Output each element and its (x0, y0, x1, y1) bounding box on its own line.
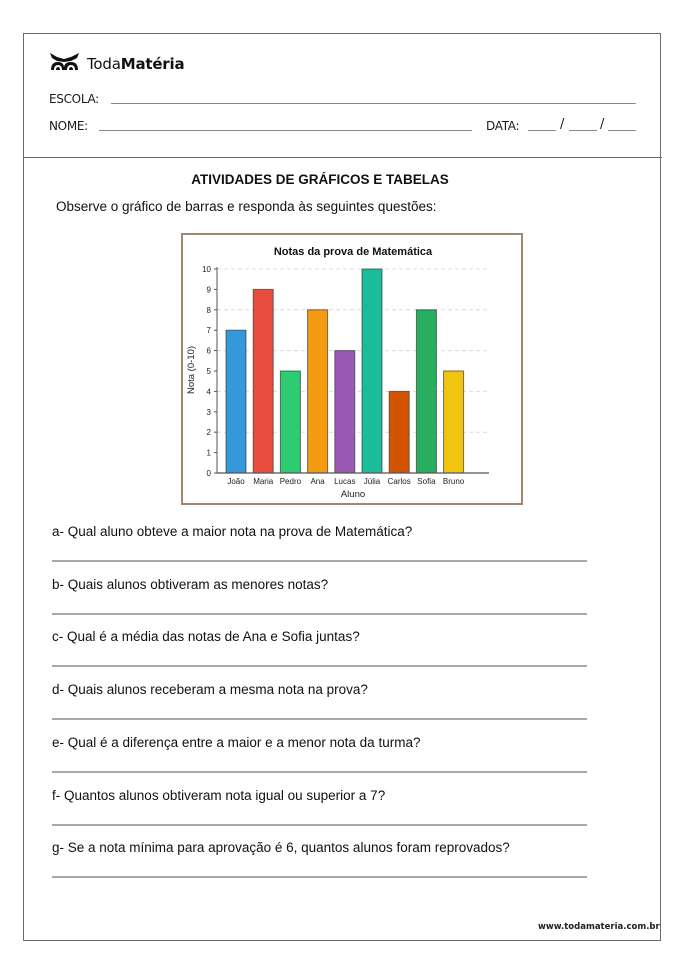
y-tick-label: 2 (206, 428, 211, 438)
bar-julia (362, 269, 382, 473)
question-text: e- Qual é a diferença entre a maior e a menor nota da turma? (52, 734, 421, 750)
answer-line[interactable] (52, 876, 587, 878)
bar-chart-frame (181, 233, 523, 505)
brand-name-bold: Matéria (120, 55, 185, 73)
answer-line[interactable] (52, 665, 587, 667)
bar-pedro (280, 371, 300, 473)
chart-title: Notas da prova de Matemática (273, 246, 433, 258)
question-text: d- Quais alunos receberam a mesma nota na prova? (52, 682, 368, 698)
y-tick-label: 10 (202, 265, 211, 274)
x-tick-label: Lucas (334, 477, 356, 486)
brand-logo (49, 52, 184, 76)
bar-ana (308, 310, 328, 473)
date-year-field[interactable] (608, 130, 636, 131)
bar-bruno (444, 371, 464, 473)
x-tick-label: Sofia (417, 477, 436, 486)
x-tick-label: Júlia (363, 477, 381, 486)
y-tick-label: 8 (206, 305, 211, 315)
worksheet-title-row (0, 172, 685, 187)
x-tick-label: João (227, 477, 245, 486)
brand-name (87, 55, 184, 73)
answer-line[interactable] (52, 613, 587, 615)
bar-sofia (416, 310, 436, 473)
date-separator: / (560, 117, 565, 132)
school-field[interactable] (111, 103, 636, 104)
y-tick-label: 0 (206, 469, 211, 478)
name-label: NOME: (49, 119, 88, 133)
y-tick-label: 4 (206, 387, 211, 397)
owl-icon (49, 52, 80, 76)
bar-maria (253, 289, 273, 473)
answer-line[interactable] (52, 824, 587, 826)
worksheet-title: ATIVIDADES DE GRÁFICOS E TABELAS (191, 172, 449, 187)
y-tick-label: 7 (206, 326, 211, 336)
bar-joao (226, 330, 246, 473)
date-day-field[interactable] (528, 130, 556, 131)
answer-line[interactable] (52, 718, 587, 720)
name-field[interactable] (99, 130, 472, 131)
x-tick-label: Pedro (279, 477, 302, 486)
answer-line[interactable] (52, 771, 587, 773)
question-text: c- Qual é a média das notas de Ana e Sofia juntas? (52, 629, 360, 645)
worksheet-intro: Observe o gráfico de barras e responda às seguintes questões: (56, 199, 437, 214)
bar-carlos (389, 391, 409, 473)
y-tick-label: 3 (206, 407, 211, 417)
question-text: f- Quantos alunos obtiveram nota igual ou superior a 7? (52, 787, 386, 803)
question-text: a- Qual aluno obteve a maior nota na prova de Matemática? (52, 524, 413, 539)
brand-name-regular: Toda (87, 55, 121, 73)
x-tick-label: Ana (310, 477, 325, 486)
y-axis-label: Nota (0-10) (186, 345, 197, 395)
y-tick-label: 6 (206, 346, 211, 356)
date-month-field[interactable] (569, 130, 597, 131)
question-text: g- Se a nota mínima para aprovação é 6, quantos alunos foram reprovados? (52, 840, 510, 856)
x-tick-label: Carlos (387, 477, 411, 486)
date-label: DATA: (486, 119, 520, 133)
question-text: b- Quais alunos obtiveram as menores notas? (52, 576, 329, 592)
date-separator: / (600, 117, 605, 132)
x-tick-label: Bruno (442, 477, 465, 486)
footer-url: www.todamateria.com.br (538, 922, 660, 932)
header-divider (23, 157, 662, 158)
y-tick-label: 5 (206, 367, 211, 376)
bar-chart (181, 233, 523, 505)
x-tick-label: Maria (253, 477, 274, 486)
x-axis-label: Aluno (340, 489, 366, 500)
y-tick-label: 9 (206, 285, 211, 295)
answer-line[interactable] (52, 560, 587, 562)
y-tick-label: 1 (206, 448, 211, 458)
school-label: ESCOLA: (49, 92, 99, 106)
bar-lucas (335, 351, 355, 473)
